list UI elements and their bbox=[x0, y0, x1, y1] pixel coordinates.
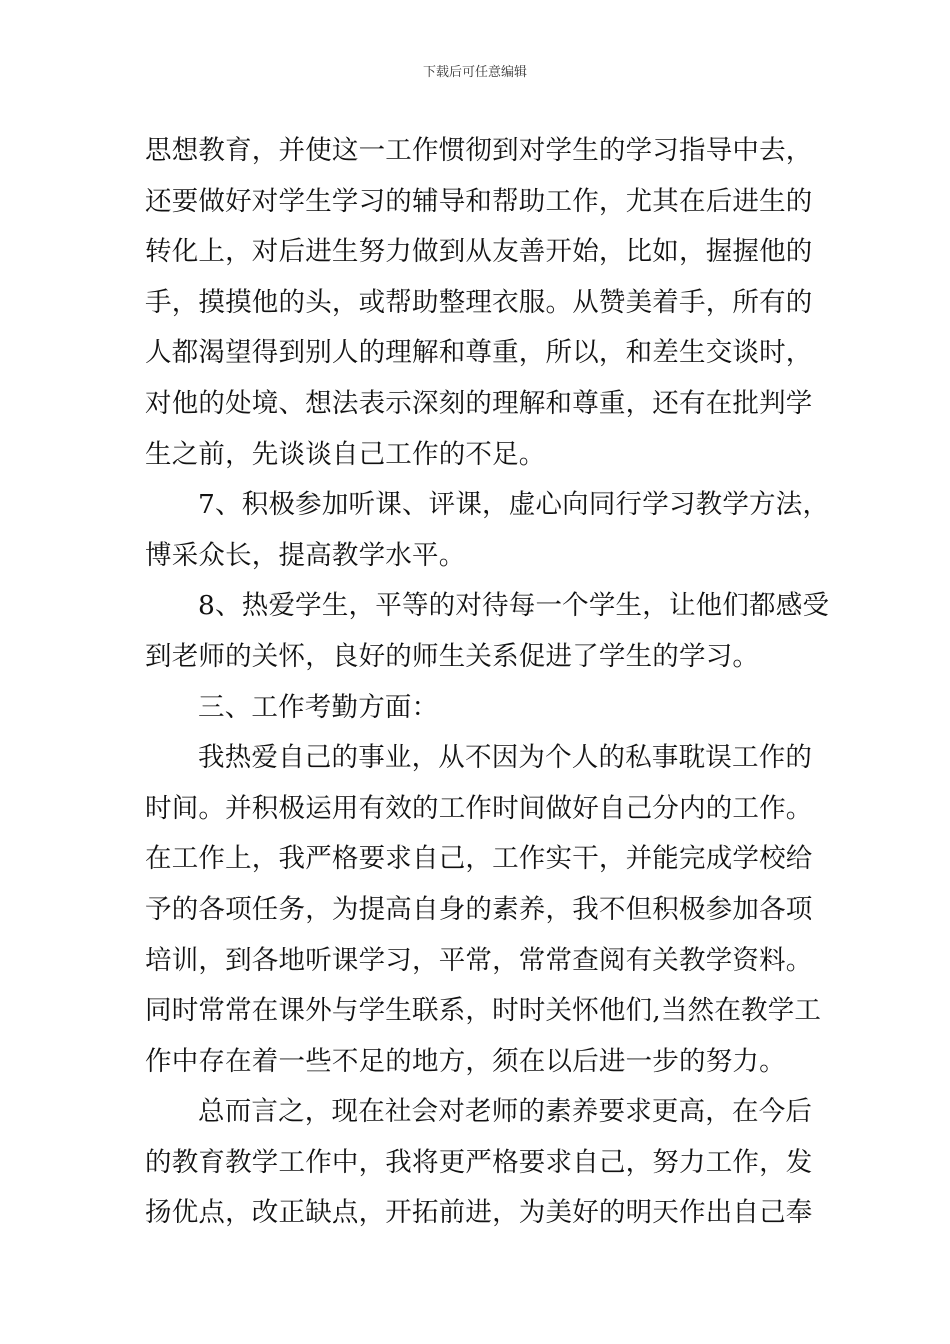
text-line: 思想教育，并使这一工作惯彻到对学生的学习指导中去， bbox=[145, 135, 813, 166]
text-line: 予的各项任务，为提高自身的素养，我不但积极参加各项 bbox=[145, 893, 813, 925]
text-line: 博采众长，提高教学水平。 bbox=[145, 539, 466, 571]
text-line: 到老师的关怀，良好的师生关系促进了学生的学习。 bbox=[145, 640, 760, 672]
text-line: 手，摸摸他的头，或帮助整理衣服。从赞美着手，所有的 bbox=[145, 286, 813, 318]
section-heading: 三、工作考勤方面： bbox=[198, 691, 439, 723]
text-line: 时间。并积极运用有效的工作时间做好自己分内的工作。 bbox=[145, 792, 813, 824]
document-body bbox=[145, 126, 830, 1239]
text-line: 扬优点，改正缺点，开拓前进，为美好的明天作出自己奉 bbox=[145, 1197, 813, 1229]
text-line: 在工作上，我严格要求自己，工作实干，并能完成学校给 bbox=[145, 843, 813, 875]
page-header: 下载后可任意编辑 bbox=[422, 65, 527, 80]
text-line: 的教育教学工作中，我将更严格要求自己，努力工作，发 bbox=[145, 1146, 813, 1178]
text-line: 作中存在着一些不足的地方，须在以后进一步的努力。 bbox=[145, 1045, 786, 1077]
text-line: 生之前，先谈谈自己工作的不足。 bbox=[145, 438, 546, 470]
text-line: 培训，到各地听课学习，平常，常常查阅有关教学资料。 bbox=[145, 944, 813, 976]
text-line: 对他的处境、想法表示深刻的理解和尊重，还有在批判学 bbox=[145, 387, 813, 419]
text-line: 同时常常在课外与学生联系，时时关怀他们,当然在教学工 bbox=[145, 995, 822, 1027]
text-line: 我热爱自己的事业，从不因为个人的私事耽误工作的 bbox=[198, 742, 813, 774]
text-line: 7、积极参加听课、评课，虚心向同行学习教学方法， bbox=[198, 489, 830, 521]
text-line: 8、热爱学生，平等的对待每一个学生，让他们都感受 bbox=[198, 590, 830, 622]
text-line: 总而言之，现在社会对老师的素养要求更高，在今后 bbox=[198, 1096, 813, 1128]
text-line: 还要做好对学生学习的辅导和帮助工作，尤其在后进生的 bbox=[145, 185, 813, 217]
text-line: 人都渴望得到别人的理解和尊重，所以，和差生交谈时， bbox=[145, 337, 813, 369]
text-line: 转化上，对后进生努力做到从友善开始，比如，握握他的 bbox=[145, 236, 813, 268]
